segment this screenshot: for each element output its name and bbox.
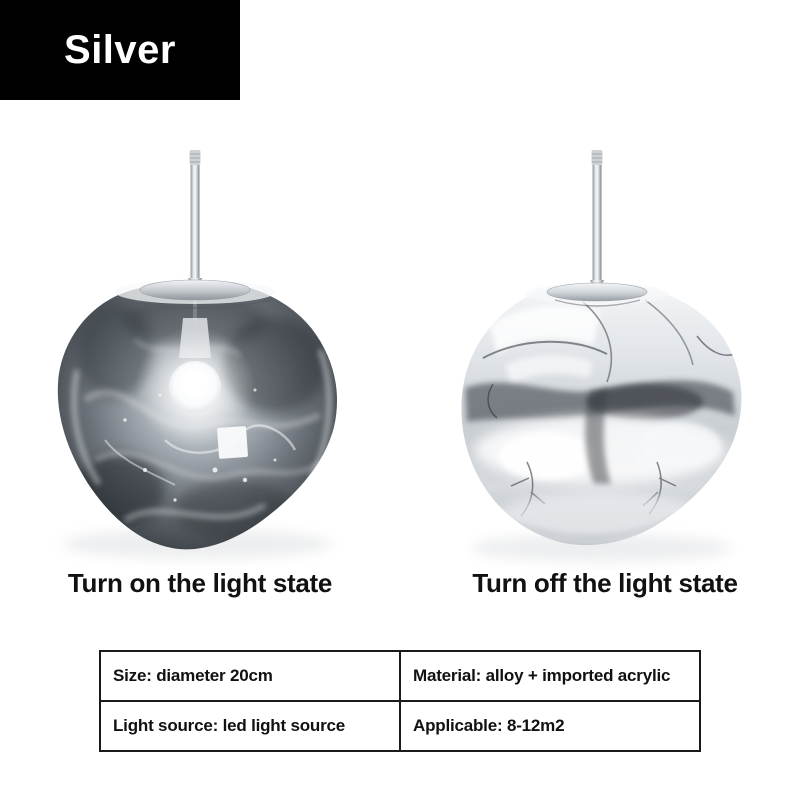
color-badge [0,0,240,100]
spec-cell-applicable: Applicable: 8-12m2 [400,701,700,751]
spec-cell-size: Size: diameter 20cm [100,651,400,701]
spec-row-1 [100,651,700,701]
spec-cell-light-source: Light source: led light source [100,701,400,751]
spec-cell-material: Material: alloy + imported acrylic [400,651,700,701]
lamp-on-rod [188,150,202,295]
spec-table [99,650,701,752]
lamp-on-top-cap [115,280,275,308]
lamp-on-glass-blob [58,280,337,549]
lamp-off-caption: Turn off the light state [472,568,738,598]
color-badge-label: Silver [64,27,176,72]
lamp-off-photo [435,140,775,570]
lamp-off-chrome-blob [461,283,741,545]
spec-row-2 [100,701,700,751]
lamp-off-rod [590,150,604,297]
lamp-on-caption: Turn on the light state [67,568,333,598]
lamp-on-photo [25,140,365,570]
